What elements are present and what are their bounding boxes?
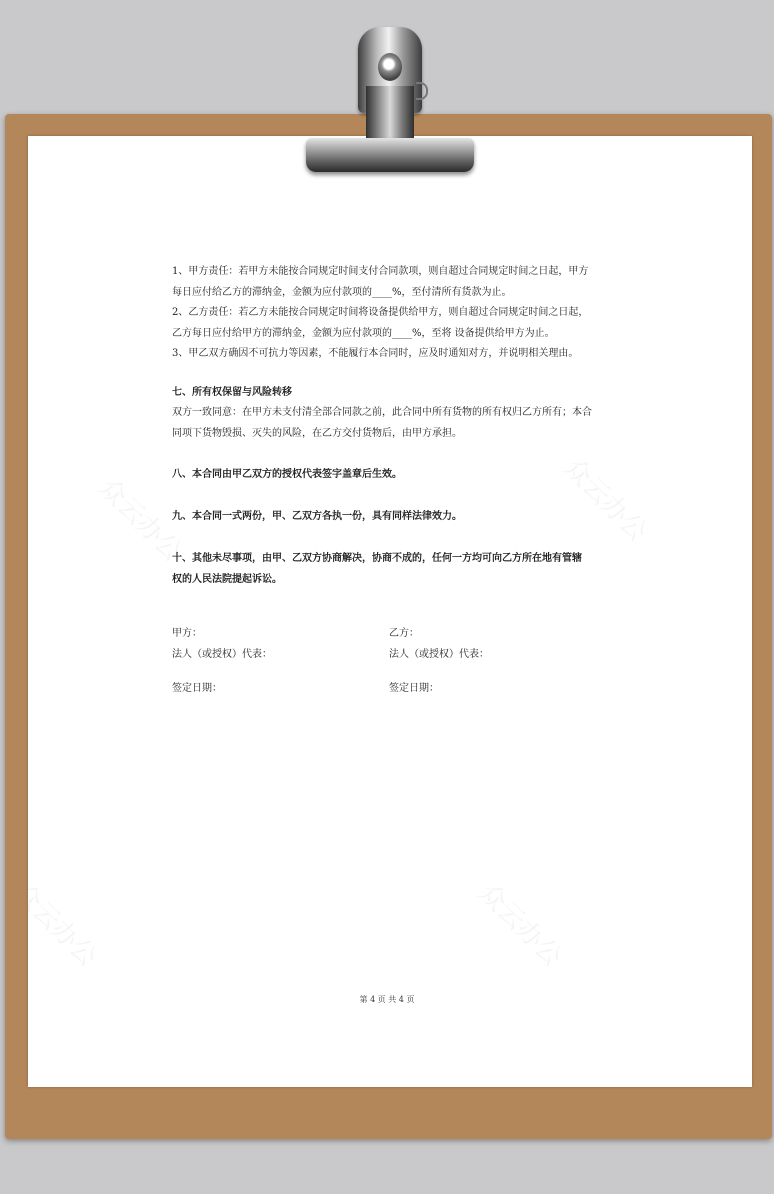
- watermark: 众云办公: [472, 877, 568, 973]
- clause-3-line-1: 3、甲乙双方确因不可抗力等因素，不能履行本合同时，应及时通知对方，并说明相关理由。: [172, 348, 579, 359]
- section-8: 八、本合同由甲乙双方的授权代表签字盖章后生效。: [172, 469, 402, 480]
- binder-clip-wire: [416, 82, 428, 100]
- contract-body: [172, 262, 612, 590]
- party-b-representative-label: 法人（或授权）代表：: [389, 648, 489, 660]
- section-7-line-1: 双方一致同意：在甲方未支付清全部合同款之前，此合同中所有货物的所有权归乙方所有；本合: [172, 407, 592, 418]
- page-number-footer: 第 4 页 共 4 页: [359, 995, 415, 1004]
- party-a-signature-block: [172, 624, 272, 700]
- watermark: 众云办公: [92, 472, 188, 568]
- watermark: 众云办公: [557, 452, 653, 548]
- section-9: 九、本合同一式两份，甲、乙双方各执一份，具有同样法律效力。: [172, 510, 462, 522]
- binder-clip-hole: [378, 53, 402, 81]
- section-7-heading: 七、所有权保留与风险转移: [172, 386, 292, 398]
- clause-1-line-2: 每日应付给乙方的滞纳金，金额为应付款项的____%，至付清所有货款为止。: [172, 286, 512, 298]
- party-b-label: 乙方：: [389, 628, 419, 639]
- section-10-line-1: 十、其他未尽事项，由甲、乙双方协商解决，协商不成的，任何一方均可向乙方所在地有管辖: [172, 553, 582, 564]
- binder-clip-arm: [366, 86, 414, 142]
- party-a-label: 甲方：: [172, 628, 202, 639]
- section-10-line-2: 权的人民法院提起诉讼。: [172, 573, 282, 585]
- party-b-date-label: 签定日期：: [389, 683, 439, 694]
- party-a-representative-label: 法人（或授权）代表：: [172, 648, 272, 660]
- clause-1-line-1: 1、甲方责任：若甲方未能按合同规定时间支付合同款项，则自超过合同规定时间之日起，甲方: [172, 266, 589, 277]
- clause-2-line-1: 2、乙方责任：若乙方未能按合同规定时间将设备提供给甲方，则自超过合同规定时间之日起，: [172, 307, 589, 318]
- clause-2-line-2: 乙方每日应付给甲方的滞纳金，金额为应付款项的____%，至将 设备提供给甲方为止。: [172, 327, 555, 339]
- watermark: 众云办公: [7, 877, 103, 973]
- party-a-date-label: 签定日期：: [172, 683, 222, 694]
- section-7-line-2: 同项下货物毁损、灭失的风险，在乙方交付货物后，由甲方承担。: [172, 427, 462, 439]
- binder-clip-base: [306, 138, 474, 172]
- party-b-signature-block: [389, 624, 489, 700]
